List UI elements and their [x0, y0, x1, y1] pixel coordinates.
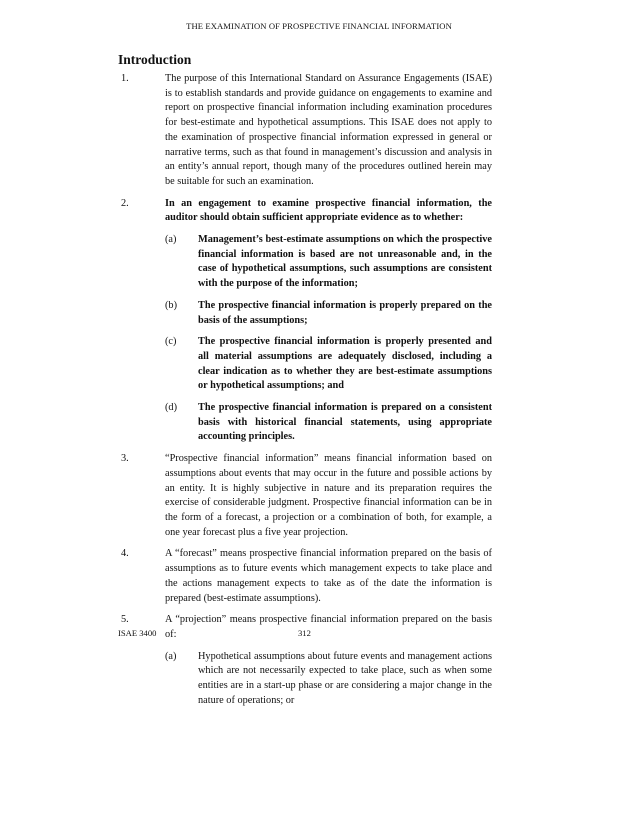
paragraph-text: A “projection” means prospective financial information prepared on the basis of: [165, 614, 492, 640]
sub-item-label: (a) [165, 234, 177, 246]
sub-item-label: (b) [165, 299, 178, 311]
paragraph-number: 3. [121, 453, 129, 465]
paragraph-text: A “forecast” means prospective financial information prepared on the basis of assumptions as to future events which management expects to take place and the actions management expects to take as of the date the information is prepared (best-estimate assumptions). [165, 548, 492, 604]
sub-item-text: Hypothetical assumptions about future events and management actions which are not necessarily expected to take place, such as when some entities are in a start-up phase or are considering a major change in the nature of operations; or [198, 650, 492, 706]
paragraph-3 [118, 452, 492, 540]
sub-item-c [165, 335, 492, 394]
paragraph-number: 4. [121, 548, 129, 560]
paragraph-number: 5. [121, 614, 129, 626]
sub-item-text: The prospective financial information is properly prepared on the basis of the assumptions; [198, 299, 492, 326]
running-header: THE EXAMINATION OF PROSPECTIVE FINANCIAL INFORMATION [186, 21, 452, 31]
footer-standard: ISAE 3400 [118, 628, 157, 638]
sub-item-text: The prospective financial information is prepared on a consistent basis with historical financial statements, using appropriate accounting principles. [198, 402, 492, 443]
sub-item-b [165, 299, 492, 328]
sub-item-label: (c) [165, 336, 177, 348]
paragraph-4 [118, 547, 492, 606]
section-title: Introduction [118, 52, 192, 67]
sub-item-a [165, 650, 492, 709]
sub-item-d [165, 401, 492, 445]
paragraph-text: In an engagement to examine prospective financial information, the auditor should obtain sufficient appropriate evidence as to whether: [165, 197, 492, 224]
paragraph-2 [118, 197, 492, 446]
sub-item-text: Management’s best-estimate assumptions on which the prospective financial information is based are not unreasonable and, in the case of hypothetical assumptions, such assumptions are consistent with the purpose of the information; [198, 234, 492, 290]
paragraph-1 [118, 72, 492, 190]
paragraph-number: 2. [121, 197, 129, 209]
sub-item-label: (d) [165, 402, 178, 414]
footer-page-number: 312 [298, 628, 311, 638]
document-body [118, 72, 492, 715]
sub-item-a [165, 233, 492, 292]
sub-item-label: (a) [165, 650, 177, 662]
sub-item-text: The prospective financial information is properly presented and all material assumptions are adequately disclosed, including a clear indication as to whether they are best-estimate assumptions or hypothetical assumptions; and [198, 336, 492, 392]
paragraph-number: 1. [121, 73, 129, 84]
paragraph-text: The purpose of this International Standard on Assurance Engagements (ISAE) is to establish standards and provide guidance on engagements to examine and report on prospective financial information including examination procedures for best-estimate and hypothetical assumptions. This ISAE does not apply to the examination of prospective financial information expressed in general or narrative terms, such as that found in management’s discussion and analysis in an entity’s annual report, though many of the procedures outlined herein may be suitable for such an examination. [165, 73, 492, 187]
paragraph-text: “Prospective financial information” means financial information based on assumptions about events that may occur in the future and possible actions by an entity. It is highly subjective in nature and its preparation requires the exercise of considerable judgment. Prospective financial information can be in the form of a forecast, a projection or a combination of both, for example, a one year forecast plus a five year projection. [165, 453, 492, 538]
